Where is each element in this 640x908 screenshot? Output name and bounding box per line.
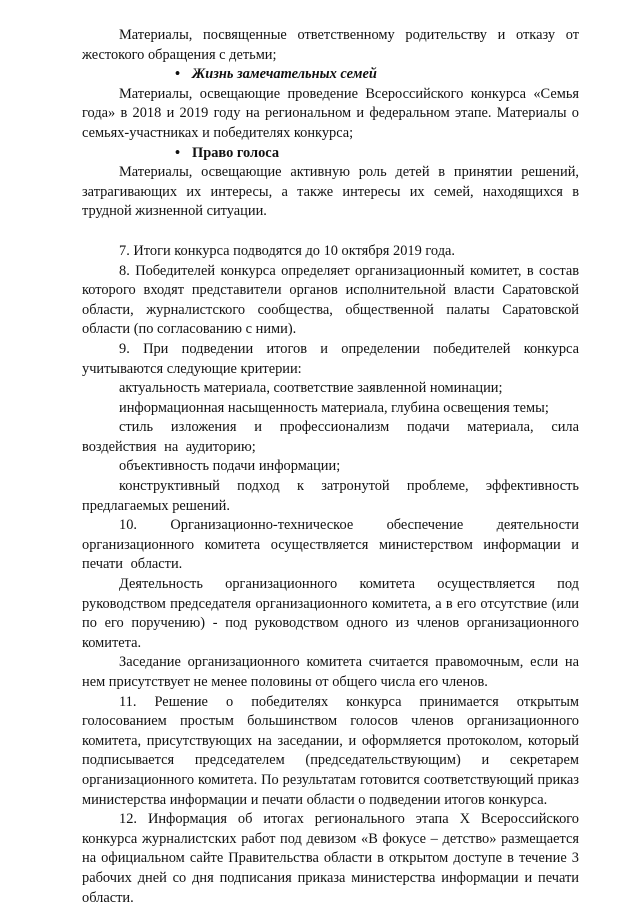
paragraph-7: 7. Итоги конкурса подводятся до 10 октября 2019 года. <box>119 242 456 259</box>
bullet-heading-vote <box>82 144 579 164</box>
paragraph-12: 12. Информация об итогах регионального этапа X Всероссийского конкурса журналистских работ под девизом «В фокусе – детство» размещается на официальном сайте Правительства области в открытом доступе в течение 3 рабочих дней со дня подписания приказа министерства информации и печати области. <box>82 811 579 906</box>
bullet-marker: • <box>175 144 181 161</box>
paragraph-families: Материалы, освещающие проведение Всероссийского конкурса «Семья года» в 2018 и 2019 году на региональном и федеральном этапе. Материалы о семьях-участниках и победителях конкурса; <box>82 85 579 141</box>
bullet-heading-families <box>82 65 579 85</box>
bullet-marker: • <box>175 66 181 83</box>
criterion-item: актуальность материала, соответствие заявленной номинации; <box>119 380 503 397</box>
paragraph-10-activity: Деятельность организационного комитета осуществляется под руководством председателя организационного комитета, а в его отсутствие (или по его поручению) - под руководством одного из членов организационного комитета. <box>82 576 579 651</box>
bullet-title: Жизнь замечательных семей <box>192 66 377 83</box>
section-gap <box>82 222 579 242</box>
document-body <box>82 26 579 908</box>
bullet-title: Право голоса <box>192 144 280 161</box>
paragraph-9: 9. При подведении итогов и определении победителей конкурса учитываются следующие критерии: <box>82 340 579 377</box>
paragraph-vote: Материалы, освещающие активную роль детей в принятии решений, затрагивающих их интересы, а также интересы их семей, находящихся в трудной жизненной ситуации. <box>82 164 579 220</box>
criterion-item: объективность подачи информации; <box>119 458 341 475</box>
paragraph-intro: Материалы, посвященные ответственному родительству и отказу от жестокого обращения с детьми; <box>82 27 579 63</box>
criterion-item: конструктивный подход к затронутой проблеме, эффективность предлагаемых решений. <box>82 478 579 514</box>
paragraph-10: 10. Организационно-техническое обеспечение деятельности организационного комитета осуществляется министерством информации и печати области. <box>82 517 579 573</box>
paragraph-8: 8. Победителей конкурса определяет организационный комитет, в состав которого входят представители органов исполнительной власти Саратовской области, журналистского сообщества, общественной палаты Саратовской области (по согласованию с ними). <box>82 262 579 338</box>
paragraph-10-quorum: Заседание организационного комитета считается правомочным, если на нем присутствует не менее половины от общего числа его членов. <box>82 654 579 690</box>
criterion-item: информационная насыщенность материала, глубина освещения темы; <box>119 399 549 416</box>
criterion-item: стиль изложения и профессионализм подачи материала, сила воздействия на аудиторию; <box>82 419 579 455</box>
paragraph-11: 11. Решение о победителях конкурса принимается открытым голосованием простым большинством голосов членов организационного комитета, присутствующих на заседании, и оформляется протоколом, который подписывается председателем (председательствующим) и секретарем организационного комитета. По результатам готовится соответствующий приказ министерства информации и печати области о подведении итогов конкурса. <box>82 693 579 808</box>
